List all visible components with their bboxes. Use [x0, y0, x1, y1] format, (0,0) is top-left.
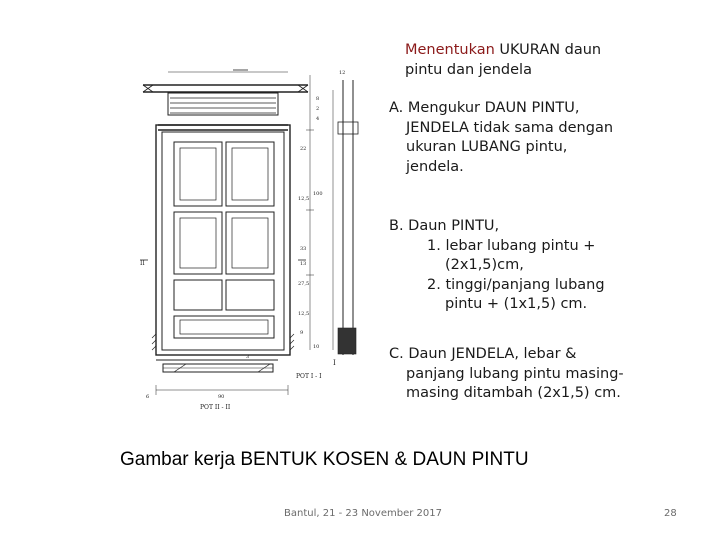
dim-8: 8: [316, 96, 320, 102]
point-a-line4: jendela.: [406, 158, 464, 175]
point-c-line2: panjang lubang pintu masing-: [406, 365, 624, 382]
point-a: [389, 99, 689, 177]
dim-12-5a: 12,5: [298, 196, 310, 202]
dim-2: 2: [316, 106, 320, 112]
title-highlight: Menentukan: [405, 42, 495, 58]
point-b-sub2-line1: 2. tinggi/panjang lubang: [427, 276, 605, 293]
dim-27-5: 27,5: [298, 281, 310, 287]
dim-12-5b: 12,5: [298, 311, 310, 317]
label-mark-ii: II: [140, 260, 145, 267]
label-pot-i: POT I - I: [296, 373, 322, 380]
point-a-line2: JENDELA tidak sama dengan: [406, 119, 614, 136]
dim-3: 3: [246, 354, 250, 360]
door-drawing-svg: [138, 60, 360, 418]
point-c: [389, 345, 689, 404]
point-c-line1: C. Daun JENDELA, lebar &: [389, 346, 577, 362]
figure-caption: Gambar kerja BENTUK KOSEN & DAUN PINTU: [120, 449, 529, 470]
point-b-sub1-line1: 1. lebar lubang pintu +: [427, 237, 596, 254]
dim-33: 33: [300, 246, 307, 252]
dim-12: 12: [339, 70, 346, 76]
label-pot-ii: POT II - II: [200, 404, 231, 411]
dim-10: 10: [313, 344, 320, 350]
dim-9: 9: [300, 330, 304, 336]
dim-6: 6: [146, 394, 150, 400]
slide-title: [405, 41, 601, 80]
point-b-line1: B. Daun PINTU,: [389, 218, 500, 234]
point-b-sub1-line2: (2x1,5)cm,: [445, 257, 524, 273]
title-rest-line1: UKURAN daun: [494, 42, 602, 58]
dim-13: 13: [300, 261, 307, 267]
dim-90: 90: [218, 394, 225, 400]
door-drawing: [138, 60, 360, 418]
dim-4: 4: [316, 116, 320, 122]
footer-date: Bantul, 21 - 23 November 2017: [284, 508, 442, 519]
label-mark-i: I: [333, 359, 336, 367]
point-a-line1: A. Mengukur DAUN PINTU,: [389, 100, 580, 116]
title-line2: pintu dan jendela: [405, 61, 532, 78]
point-a-line3: ukuran LUBANG pintu,: [406, 139, 568, 155]
dim-100: 100: [313, 191, 323, 197]
page-number: 28: [664, 508, 677, 519]
dim-22: 22: [300, 146, 307, 152]
point-c-line3: masing ditambah (2x1,5) cm.: [406, 385, 621, 401]
point-b: [389, 217, 689, 315]
point-b-sub2-line2: pintu + (1x1,5) cm.: [445, 296, 588, 312]
